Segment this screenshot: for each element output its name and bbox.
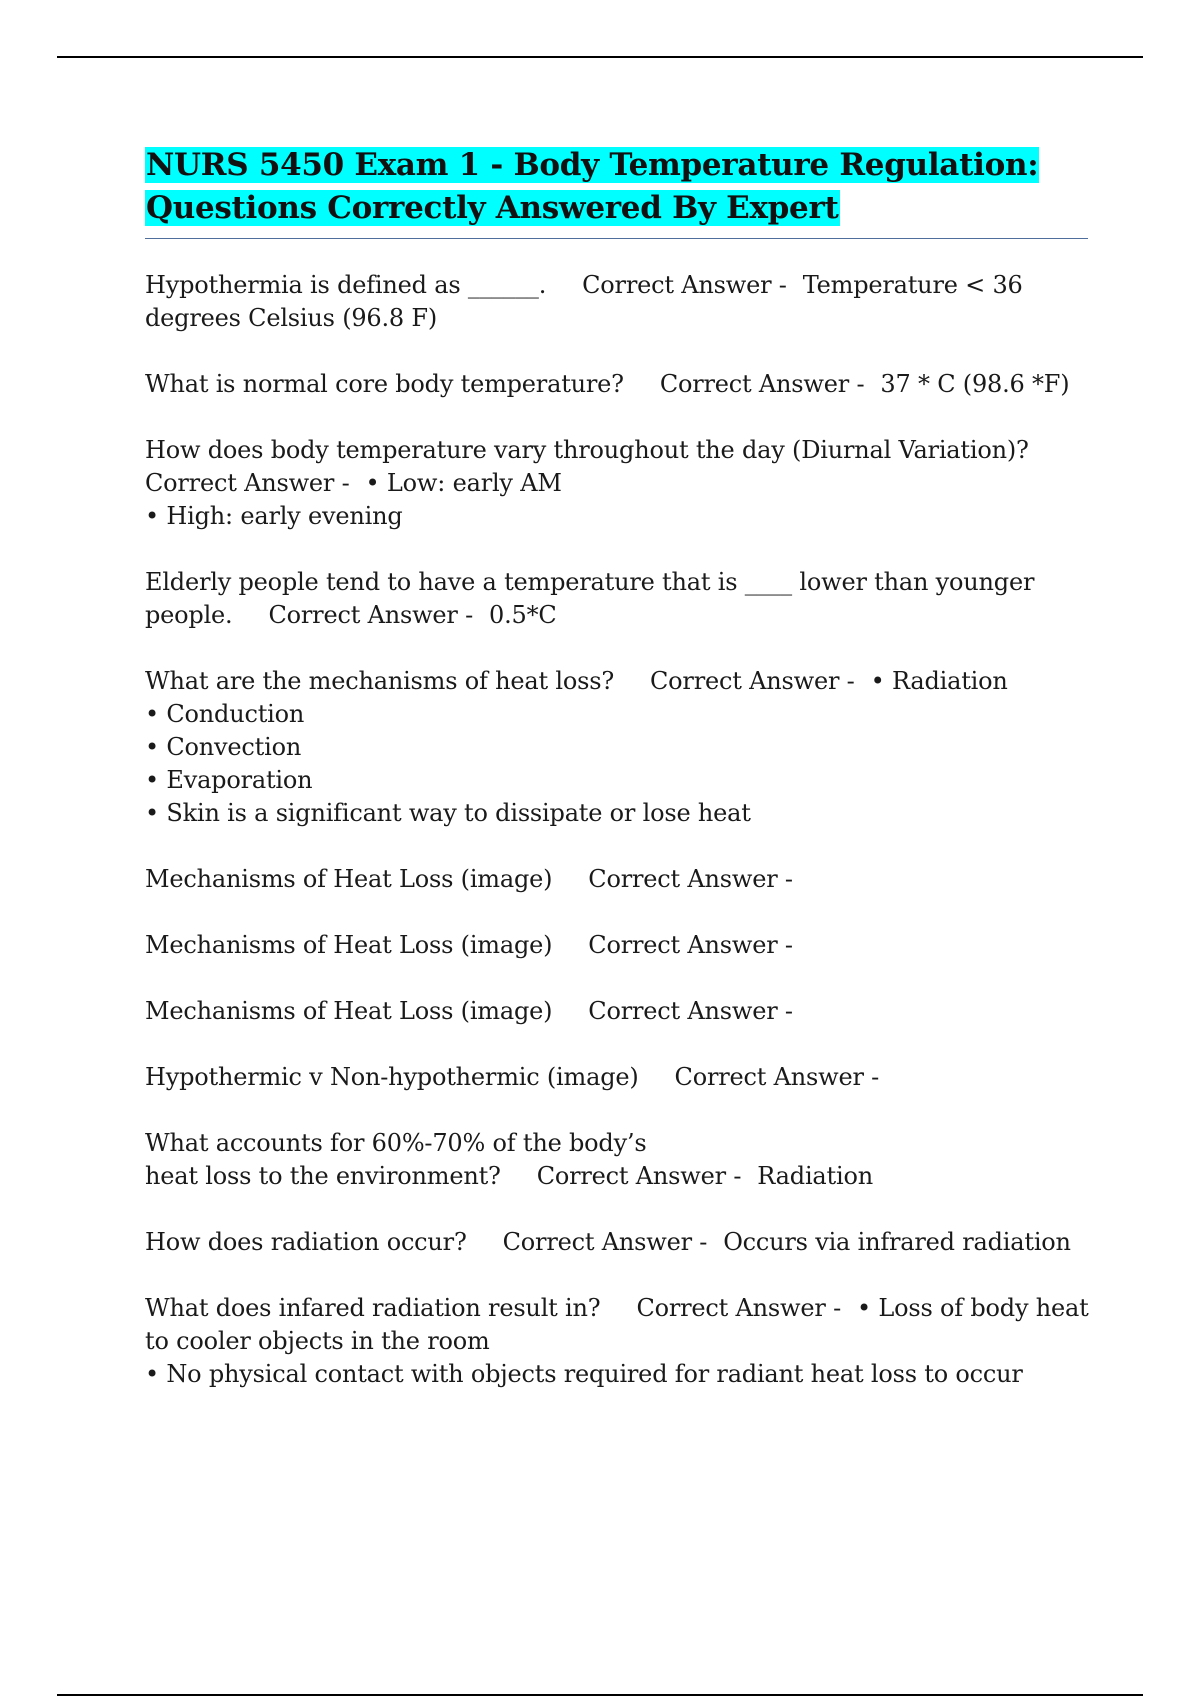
document-body xyxy=(145,144,1097,1424)
page-top-rule xyxy=(57,56,1143,58)
answer-label: Correct Answer - xyxy=(588,865,793,893)
answer-bullet: • Skin is a significant way to dissipate or lose heat xyxy=(145,799,751,827)
question-text: Mechanisms of Heat Loss (image) xyxy=(145,997,553,1025)
question-text: Mechanisms of Heat Loss (image) xyxy=(145,931,553,959)
qa-item xyxy=(145,863,1090,896)
answer-text: • Low: early AM xyxy=(365,469,562,497)
answer-label: Correct Answer - xyxy=(145,469,350,497)
answer-bullet: • Evaporation xyxy=(145,766,313,794)
answer-label: Correct Answer - xyxy=(659,370,865,398)
qa-item xyxy=(145,665,1090,830)
answer-label: Correct Answer - xyxy=(674,1063,880,1091)
answer-bullet: • Conduction xyxy=(145,700,305,728)
qa-item xyxy=(145,1292,1097,1391)
question-text: What accounts for 60%-70% of the body’s heat loss to the environment? xyxy=(145,1129,647,1190)
question-text: What does infared radiation result in? xyxy=(145,1294,601,1322)
question-text: Mechanisms of Heat Loss (image) xyxy=(145,865,553,893)
answer-bullet: • Convection xyxy=(145,733,302,761)
answer-text: 0.5*C xyxy=(489,601,557,629)
qa-item xyxy=(145,1226,1090,1259)
qa-item xyxy=(145,995,1090,1028)
question-text: Elderly people tend to have a temperature that is ____ lower than younger people. xyxy=(145,568,1042,629)
page-bottom-rule xyxy=(57,1694,1143,1696)
document-title xyxy=(145,144,1090,230)
title-underline xyxy=(145,238,1088,239)
qa-list xyxy=(145,269,1097,1391)
qa-item xyxy=(145,566,1090,632)
answer-text: Temperature < 36 degrees Celsius (96.8 F) xyxy=(145,271,1031,332)
qa-item xyxy=(145,1127,1090,1193)
qa-item xyxy=(145,929,1090,962)
answer-label: Correct Answer - xyxy=(588,931,793,959)
question-text: What is normal core body temperature? xyxy=(145,370,624,398)
title-highlight: NURS 5450 Exam 1 - Body Temperature Regulation: Questions Correctly Answered By Expert xyxy=(146,147,1039,226)
answer-text: Occurs via infrared radiation xyxy=(723,1228,1071,1256)
qa-item xyxy=(145,269,1090,335)
answer-label: Correct Answer - xyxy=(268,601,474,629)
answer-label: Correct Answer - xyxy=(636,1294,841,1322)
question-text: Hypothermia is defined as ______. xyxy=(145,271,547,299)
question-text: How does radiation occur? xyxy=(145,1228,467,1256)
question-text: What are the mechanisms of heat loss? xyxy=(145,667,615,695)
answer-text: • Radiation xyxy=(870,667,1008,695)
answer-label: Correct Answer - xyxy=(650,667,855,695)
question-text: Hypothermic v Non-hypothermic (image) xyxy=(145,1063,639,1091)
answer-text: • Loss of body heat to cooler objects in the room xyxy=(145,1294,1097,1355)
qa-item xyxy=(145,434,1090,533)
answer-label: Correct Answer - xyxy=(582,271,787,299)
answer-label: Correct Answer - xyxy=(536,1162,742,1190)
qa-item xyxy=(145,1061,1090,1094)
question-text: How does body temperature vary throughout the day (Diurnal Variation)? xyxy=(145,436,1029,464)
answer-bullet: • High: early evening xyxy=(145,502,403,530)
answer-bullet: • No physical contact with objects required for radiant heat loss to occur xyxy=(145,1360,1023,1388)
answer-label: Correct Answer - xyxy=(588,997,793,1025)
answer-text: Radiation xyxy=(757,1162,873,1190)
answer-text: 37 * C (98.6 *F) xyxy=(880,370,1070,398)
answer-label: Correct Answer - xyxy=(502,1228,708,1256)
qa-item xyxy=(145,368,1090,401)
